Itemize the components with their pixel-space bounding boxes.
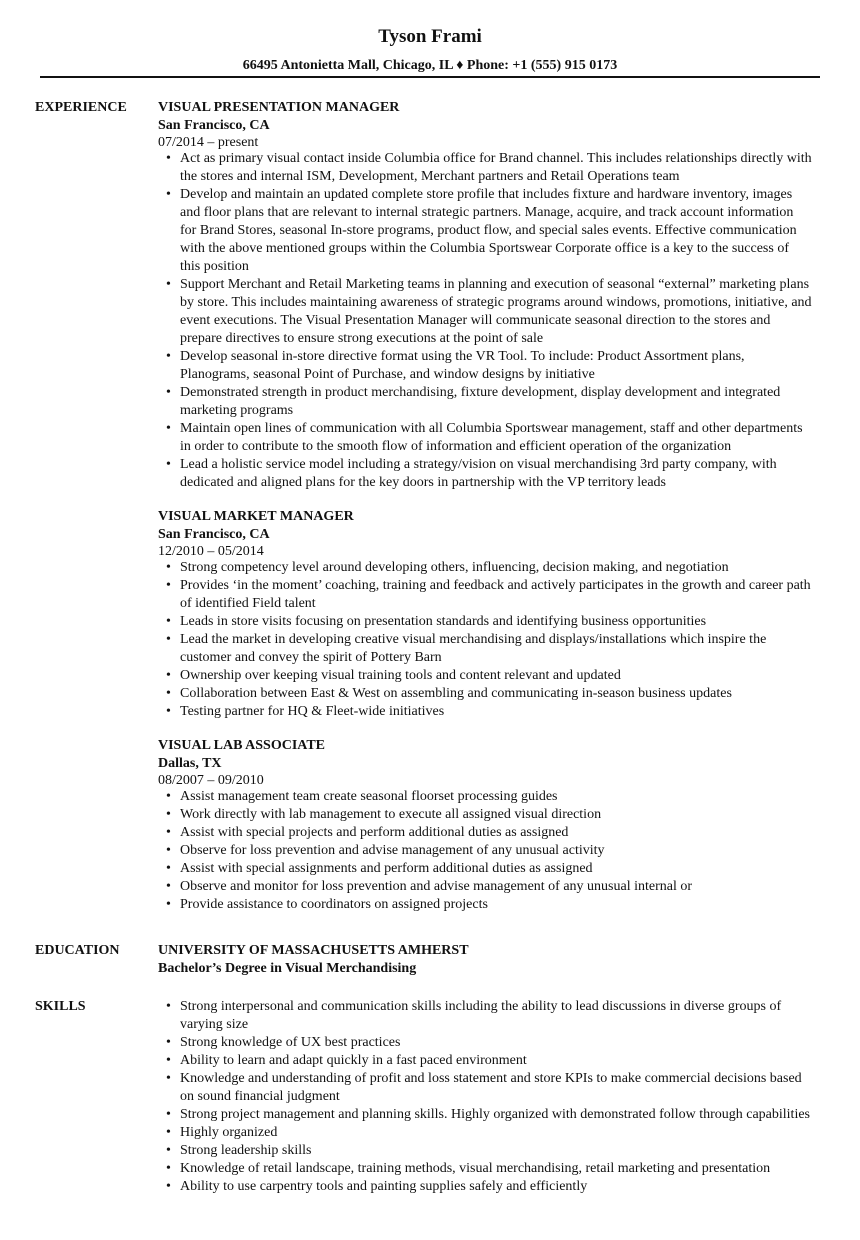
list-item: • Develop and maintain an updated complete store profile that includes fixture and hardware inventory, images and floor plans that are relevant to internal strategic partners. Manage, acquire, and track account information for Brand Stores, seasonal In-store programs, product flow, and special sales events. Effective communication with the above mentioned groups within the Columbia Sportswear Corporate office is a key to the success of this position — [158, 186, 812, 276]
list-item: • Provides ‘in the moment’ coaching, training and feedback and actively participates in the growth and career path of identified Field talent — [158, 577, 812, 613]
job-location: Dallas, TX — [158, 756, 222, 771]
candidate-name: Tyson Frami — [378, 26, 482, 47]
section-label-experience: EXPERIENCE — [35, 100, 127, 115]
header-divider — [40, 76, 820, 78]
job-title: VISUAL LAB ASSOCIATE — [158, 738, 326, 753]
job-dates: 07/2014 – present — [158, 135, 259, 150]
education-section — [0, 942, 860, 978]
list-item: • Lead a holistic service model including a strategy/vision on visual merchandising 3rd party company, with dedicated and aligned plans for the key doors in partnership with the VP territory leads — [158, 456, 812, 492]
list-item: • Ability to learn and adapt quickly in a fast paced environment — [158, 1052, 812, 1070]
job-bullets — [158, 788, 860, 914]
list-item: • Highly organized — [158, 1124, 812, 1142]
job-location: San Francisco, CA — [158, 118, 270, 133]
job-entry — [158, 99, 860, 492]
job-dates: 12/2010 – 05/2014 — [158, 544, 264, 559]
section-label-skills: SKILLS — [35, 999, 86, 1014]
job-title: VISUAL PRESENTATION MANAGER — [158, 100, 400, 115]
list-item: • Knowledge of retail landscape, training methods, visual merchandising, retail marketing and presentation — [158, 1160, 812, 1178]
list-item: • Lead the market in developing creative visual merchandising and displays/installations which inspire the customer and convey the spirit of Pottery Barn — [158, 631, 812, 667]
job-entry — [158, 737, 860, 914]
section-label-education: EDUCATION — [35, 943, 120, 958]
job-location: San Francisco, CA — [158, 527, 270, 542]
list-item: • Assist with special projects and perform additional duties as assigned — [158, 824, 812, 842]
list-item: • Ownership over keeping visual training tools and content relevant and updated — [158, 667, 812, 685]
list-item: • Strong project management and planning skills. Highly organized with demonstrated follow through capabilities — [158, 1106, 812, 1124]
resume-header — [0, 0, 860, 74]
school-name: UNIVERSITY OF MASSACHUSETTS AMHERST — [158, 943, 469, 958]
job-bullets — [158, 150, 860, 492]
skills-list — [158, 998, 860, 1196]
contact-line: 66495 Antonietta Mall, Chicago, IL ♦ Phone: +1 (555) 915 0173 — [242, 58, 618, 73]
job-title: VISUAL MARKET MANAGER — [158, 509, 354, 524]
job-dates: 08/2007 – 09/2010 — [158, 773, 264, 788]
list-item: • Develop seasonal in-store directive format using the VR Tool. To include: Product Assortment plans, Planograms, seasonal Point of Purchase, and window designs by initiative — [158, 348, 812, 384]
list-item: • Assist management team create seasonal floorset processing guides — [158, 788, 812, 806]
list-item: • Collaboration between East & West on assembling and communicating in-season business updates — [158, 685, 812, 703]
list-item: • Knowledge and understanding of profit and loss statement and store KPIs to make commercial decisions based on sound financial judgment — [158, 1070, 812, 1106]
skills-section — [0, 998, 860, 1196]
list-item: • Strong leadership skills — [158, 1142, 812, 1160]
list-item: • Maintain open lines of communication with all Columbia Sportswear management, staff and other departments in order to contribute to the smooth flow of information and efficient operation of the organization — [158, 420, 812, 456]
degree: Bachelor’s Degree in Visual Merchandising — [158, 961, 417, 976]
list-item: • Strong competency level around developing others, influencing, decision making, and negotiation — [158, 559, 812, 577]
list-item: • Testing partner for HQ & Fleet-wide initiatives — [158, 703, 812, 721]
list-item: • Leads in store visits focusing on presentation standards and identifying business opportunities — [158, 613, 812, 631]
experience-section — [0, 99, 860, 914]
list-item: • Provide assistance to coordinators on assigned projects — [158, 896, 812, 914]
list-item: • Support Merchant and Retail Marketing teams in planning and execution of seasonal “external” marketing plans by store. This includes maintaining awareness of strategic programs around windows, promotions, initiative, and event executions. The Visual Presentation Manager will communicate seasonal direction to the stores and prepare directives to ensure strong executions at the point of sale — [158, 276, 812, 348]
job-entry — [158, 508, 860, 721]
list-item: • Strong interpersonal and communication skills including the ability to lead discussions in diverse groups of varying size — [158, 998, 812, 1034]
list-item: • Observe for loss prevention and advise management of any unusual activity — [158, 842, 812, 860]
list-item: • Strong knowledge of UX best practices — [158, 1034, 812, 1052]
list-item: • Demonstrated strength in product merchandising, fixture development, display development and integrated marketing programs — [158, 384, 812, 420]
job-bullets — [158, 559, 860, 721]
list-item: • Work directly with lab management to execute all assigned visual direction — [158, 806, 812, 824]
list-item: • Ability to use carpentry tools and painting supplies safely and efficiently — [158, 1178, 812, 1196]
list-item: • Act as primary visual contact inside Columbia office for Brand channel. This includes relationships directly with the stores and internal ISM, Development, Merchant partners and Retail Operations team — [158, 150, 812, 186]
list-item: • Assist with special assignments and perform additional duties as assigned — [158, 860, 812, 878]
list-item: • Observe and monitor for loss prevention and advise management of any unusual internal or — [158, 878, 812, 896]
